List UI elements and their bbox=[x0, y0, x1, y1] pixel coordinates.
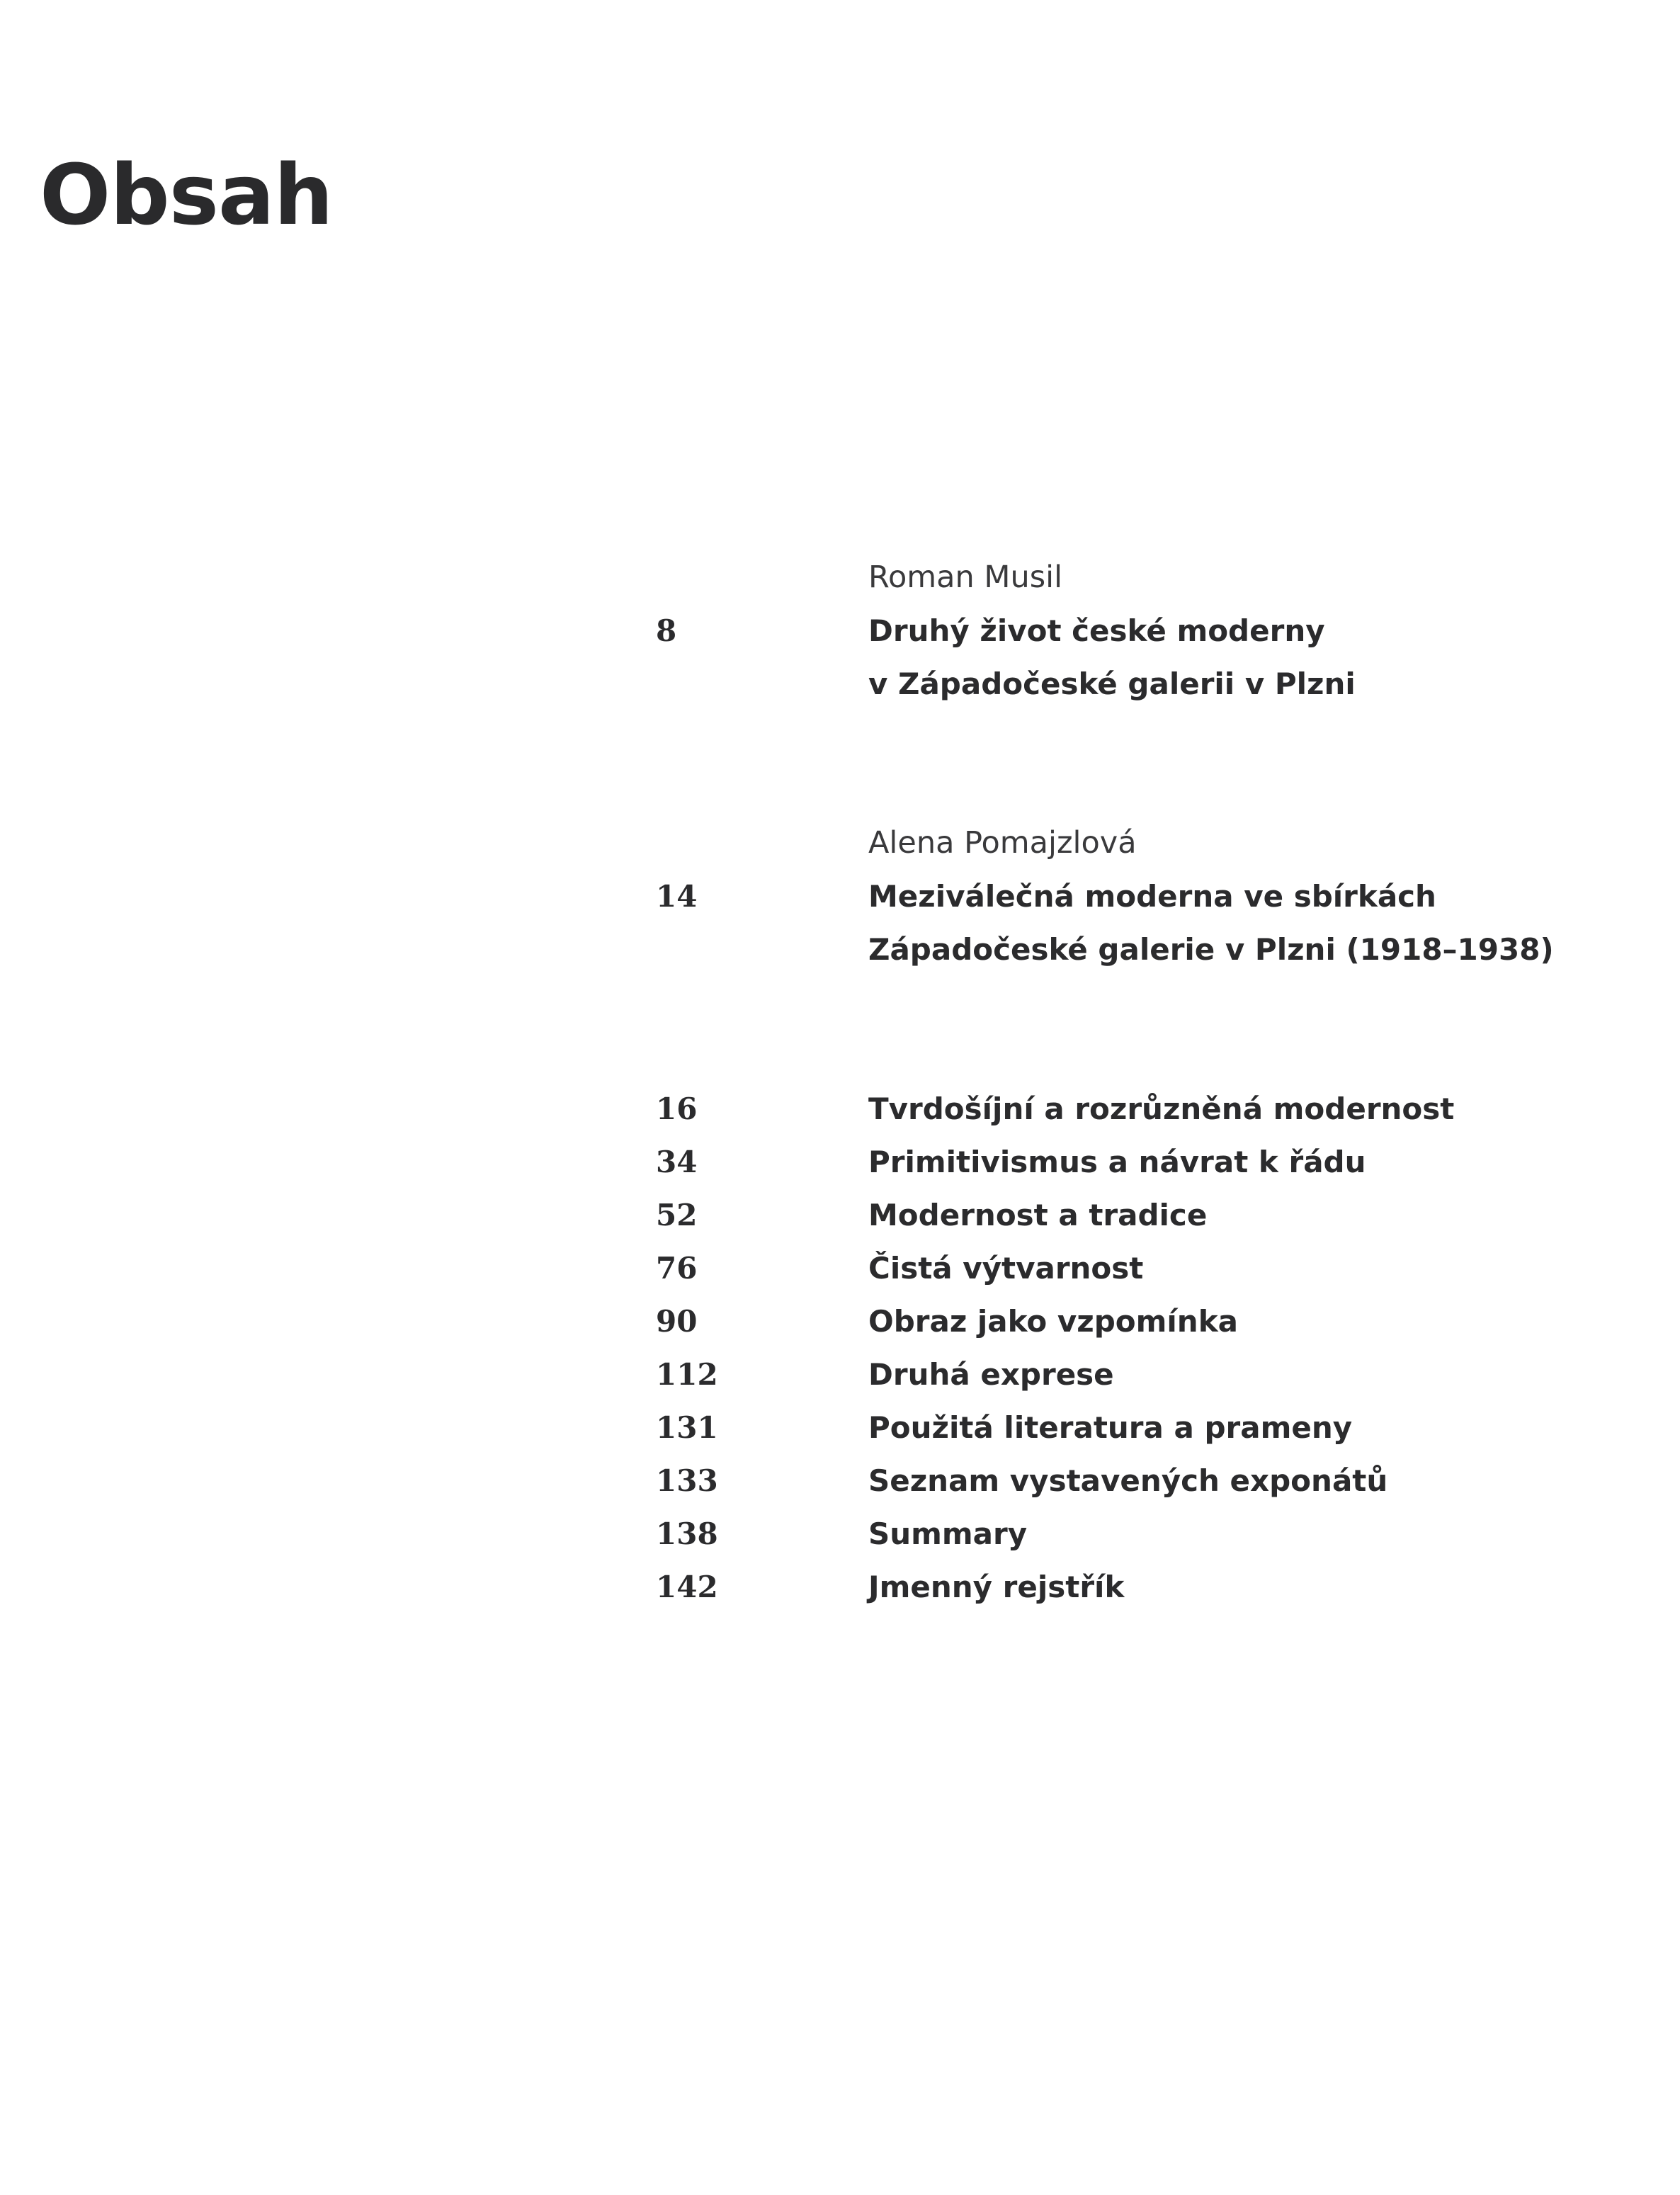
toc-entry[interactable] bbox=[656, 1242, 1577, 1295]
toc-page-number: 16 bbox=[656, 1091, 698, 1126]
toc-entry[interactable] bbox=[656, 604, 1577, 657]
toc-author: Alena Pomajzlová bbox=[868, 825, 1137, 861]
toc-entry-title: Obraz jako vzpomínka bbox=[868, 1304, 1238, 1339]
toc-page-number: 52 bbox=[656, 1198, 698, 1232]
toc-page-number: 131 bbox=[656, 1410, 718, 1445]
toc-entry[interactable] bbox=[656, 1454, 1577, 1507]
toc-entry[interactable] bbox=[656, 1082, 1577, 1135]
toc-entry-title: Použitá literatura a prameny bbox=[868, 1410, 1353, 1445]
toc-page-number: 138 bbox=[656, 1516, 718, 1551]
toc-entry-title-continued: v Západočeské galerii v Plzni bbox=[868, 667, 1356, 701]
toc-page-number: 90 bbox=[656, 1304, 698, 1339]
toc-page-number: 112 bbox=[656, 1357, 718, 1392]
table-of-contents bbox=[656, 551, 1577, 1613]
toc-entry[interactable] bbox=[656, 1348, 1577, 1401]
toc-author: Roman Musil bbox=[868, 560, 1063, 595]
toc-page-number: 14 bbox=[656, 879, 698, 914]
toc-entry-title: Tvrdošíjní a rozrůzněná modernost bbox=[868, 1091, 1455, 1126]
toc-entry-title: Modernost a tradice bbox=[868, 1198, 1208, 1232]
toc-entry[interactable] bbox=[656, 1401, 1577, 1454]
toc-entry[interactable] bbox=[656, 1507, 1577, 1560]
toc-entry-title: Druhá exprese bbox=[868, 1357, 1114, 1392]
toc-entry[interactable] bbox=[656, 870, 1577, 923]
toc-entry-continuation bbox=[656, 923, 1577, 976]
toc-page-number: 76 bbox=[656, 1251, 698, 1286]
toc-entry-title: Summary bbox=[868, 1516, 1028, 1551]
toc-entry-list bbox=[656, 1082, 1577, 1613]
toc-author-row bbox=[656, 817, 1577, 870]
toc-page-number: 133 bbox=[656, 1463, 718, 1498]
toc-page-number: 142 bbox=[656, 1570, 718, 1604]
page-title: Obsah bbox=[40, 146, 333, 244]
toc-spacer bbox=[656, 976, 1577, 1082]
toc-entry-title: Jmenný rejstřík bbox=[868, 1570, 1125, 1604]
toc-page-number: 8 bbox=[656, 613, 677, 648]
toc-entry-continuation bbox=[656, 657, 1577, 710]
toc-entry[interactable] bbox=[656, 1189, 1577, 1242]
toc-spacer bbox=[656, 710, 1577, 817]
toc-entry-title: Druhý život české moderny bbox=[868, 613, 1325, 648]
toc-entry[interactable] bbox=[656, 1560, 1577, 1613]
toc-author-row bbox=[656, 551, 1577, 604]
toc-entry-title: Čistá výtvarnost bbox=[868, 1251, 1144, 1286]
toc-page-number: 34 bbox=[656, 1145, 698, 1179]
toc-entry[interactable] bbox=[656, 1295, 1577, 1348]
toc-entry-title: Meziválečná moderna ve sbírkách bbox=[868, 879, 1436, 914]
toc-entry[interactable] bbox=[656, 1135, 1577, 1189]
toc-entry-title-continued: Západočeské galerie v Plzni (1918–1938) bbox=[868, 932, 1554, 967]
toc-entry-title: Seznam vystavených exponátů bbox=[868, 1463, 1388, 1498]
toc-entry-title: Primitivismus a návrat k řádu bbox=[868, 1145, 1366, 1179]
